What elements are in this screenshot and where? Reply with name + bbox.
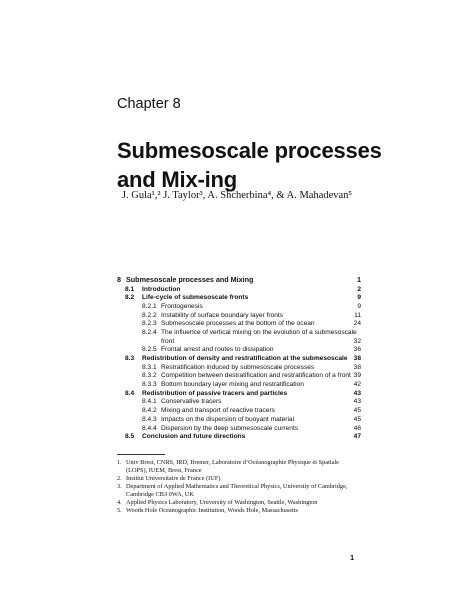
toc-entry-number: 8.3.1 [142,363,157,371]
toc-entry-number: 8.2.3 [142,320,157,328]
toc-entry-page: 2 [357,285,361,293]
toc-entry-title: Frontal arrest and routes to dissipation [161,346,274,354]
toc-entry-title: Bottom boundary layer mixing and restratification [161,381,304,389]
toc-entry-title: Conclusion and future directions [142,433,246,441]
footnote-number: 1. [117,459,122,466]
toc-entry-number: 8.4 [125,389,135,397]
toc-entry-title: Redistribution of density and restratification at the submesoscale [142,355,348,362]
toc-entry[interactable] [117,398,361,407]
toc-entry-page: 9 [357,302,361,310]
footnote [117,499,361,507]
toc-entry-number: 8.4.2 [142,407,157,415]
toc-entry-title: Life-cycle of submesoscale fronts [142,294,249,302]
toc-entry-number: 8.1 [125,285,135,293]
toc-entry-title: Conservative tracers [161,398,222,406]
toc-entry-number: 8.4.3 [142,415,157,423]
toc-entry-page: 1 [357,275,361,284]
toc-entry-page: 24 [353,320,361,328]
toc-entry-page: 43 [353,389,361,397]
toc-entry[interactable] [117,425,361,434]
toc-entry-number: 8.5 [125,433,135,441]
toc-entry[interactable] [117,320,361,329]
toc-entry-title: The influence of vertical mixing on the evolution of a submesoscale [161,328,357,336]
toc-entry-title: Impacts on the dispersion of buoyant material [161,415,295,423]
toc-entry[interactable] [117,416,361,425]
toc-entry[interactable] [117,381,361,390]
toc-entry-page: 11 [354,311,361,319]
toc-entry[interactable] [117,407,361,416]
page-number: 1 [350,553,355,562]
toc-entry-page: 39 [353,372,361,380]
footnote-number: 3. [117,483,122,490]
toc-entry[interactable] [117,372,361,381]
toc-entry-page: 38 [353,363,361,371]
footnote [117,475,361,483]
toc-entry-page: 9 [357,294,361,302]
footnote-number: 4. [117,499,122,506]
toc-entry[interactable] [117,390,361,399]
toc-entry-title: front [161,337,175,345]
toc-entry[interactable] [117,294,361,303]
toc-entry-title: Introduction [142,285,181,293]
toc-entry-page: 38 [353,355,361,362]
footnote-text: Woods Hole Oceanographic Institution, Woods Hole, Massachusetts [126,507,299,514]
toc-entry-number: 8 [117,275,121,284]
footnote [117,507,361,515]
toc-entry[interactable] [117,329,361,338]
toc-entry[interactable] [117,364,361,373]
footnote-divider [117,454,165,455]
footnote-text: Department of Applied Mathematics and Theoretical Physics, University of Cambridge, Cambridge CB3 0WA, UK [126,483,348,498]
footnote-number: 5. [117,507,122,514]
toc-entry-number: 8.2.4 [142,328,157,336]
toc-entry-page: 36 [353,346,361,354]
toc-entry-title: Dispersion by the deep submesoscale currents [161,424,299,432]
toc-entry-number: 8.4.1 [142,398,157,406]
footnote-number: 2. [117,475,122,482]
toc-entry-page: 46 [353,424,361,432]
toc-entry-title: Competition between destratification and restratification of a front [161,372,351,380]
toc-entry-page: 43 [353,398,361,406]
author-list: J. Gula¹,² J. Taylor³, A. Shcherbina⁴, & A. Mahadevan⁵ [121,190,353,201]
toc-entry-number: 8.2 [125,294,135,302]
footnote-text: Applied Physics Laboratory, University of Washington, Seattle, Washington [126,499,318,506]
toc-entry-page: 47 [353,433,361,441]
footnote [117,459,361,475]
toc-entry-title: Mixing and transport of reactive tracers [161,407,275,415]
toc-entry[interactable] [117,433,361,442]
toc-entry[interactable] [117,312,361,321]
toc-entry[interactable] [117,346,361,355]
toc-entry[interactable] [117,355,361,364]
chapter-label: Chapter 8 [117,96,181,112]
chapter-title: Submesoscale processes and Mix-ing [117,138,382,192]
toc-entry-number: 8.2.1 [142,302,157,310]
toc-entry-page: 45 [353,415,361,423]
toc-entry-title: Restratification induced by submesoscale processes [161,363,315,371]
toc-entry-title: Submesoscale processes and Mixing [126,275,254,284]
toc-entry-title: Frontogenesis [161,302,203,310]
toc-entry[interactable] [117,275,361,286]
toc-entry-title: Instability of surface boundary layer fronts [161,311,284,319]
footnote [117,483,361,499]
table-of-contents [117,275,361,442]
toc-entry-number: 8.2.2 [142,311,157,319]
footnote-text: Univ Brest, CNRS, IRD, Ifremer, Laboratoire d’Océanographie Physique et Spatiale (LOPS), IUEM, Brest, France [126,459,339,474]
footnotes [117,459,361,515]
footnote-text: Institut Universitaire de France (IUF) [126,475,221,482]
toc-entry-page: 45 [353,407,361,415]
toc-entry-number: 8.2.5 [142,346,157,354]
toc-entry-number: 8.3.2 [142,372,157,380]
toc-entry[interactable] [117,303,361,312]
toc-entry-page: 32 [353,337,361,345]
toc-entry-number: 8.4.4 [142,424,157,432]
toc-entry[interactable] [117,338,361,347]
toc-entry-title: Submesoscale processes at the bottom of the ocean [161,320,315,328]
toc-entry-number: 8.3 [125,355,135,362]
toc-entry-title: Redistribution of passive tracers and particles [142,389,288,397]
toc-entry[interactable] [117,286,361,295]
toc-entry-page: 42 [353,381,361,389]
toc-entry-number: 8.3.3 [142,381,157,389]
